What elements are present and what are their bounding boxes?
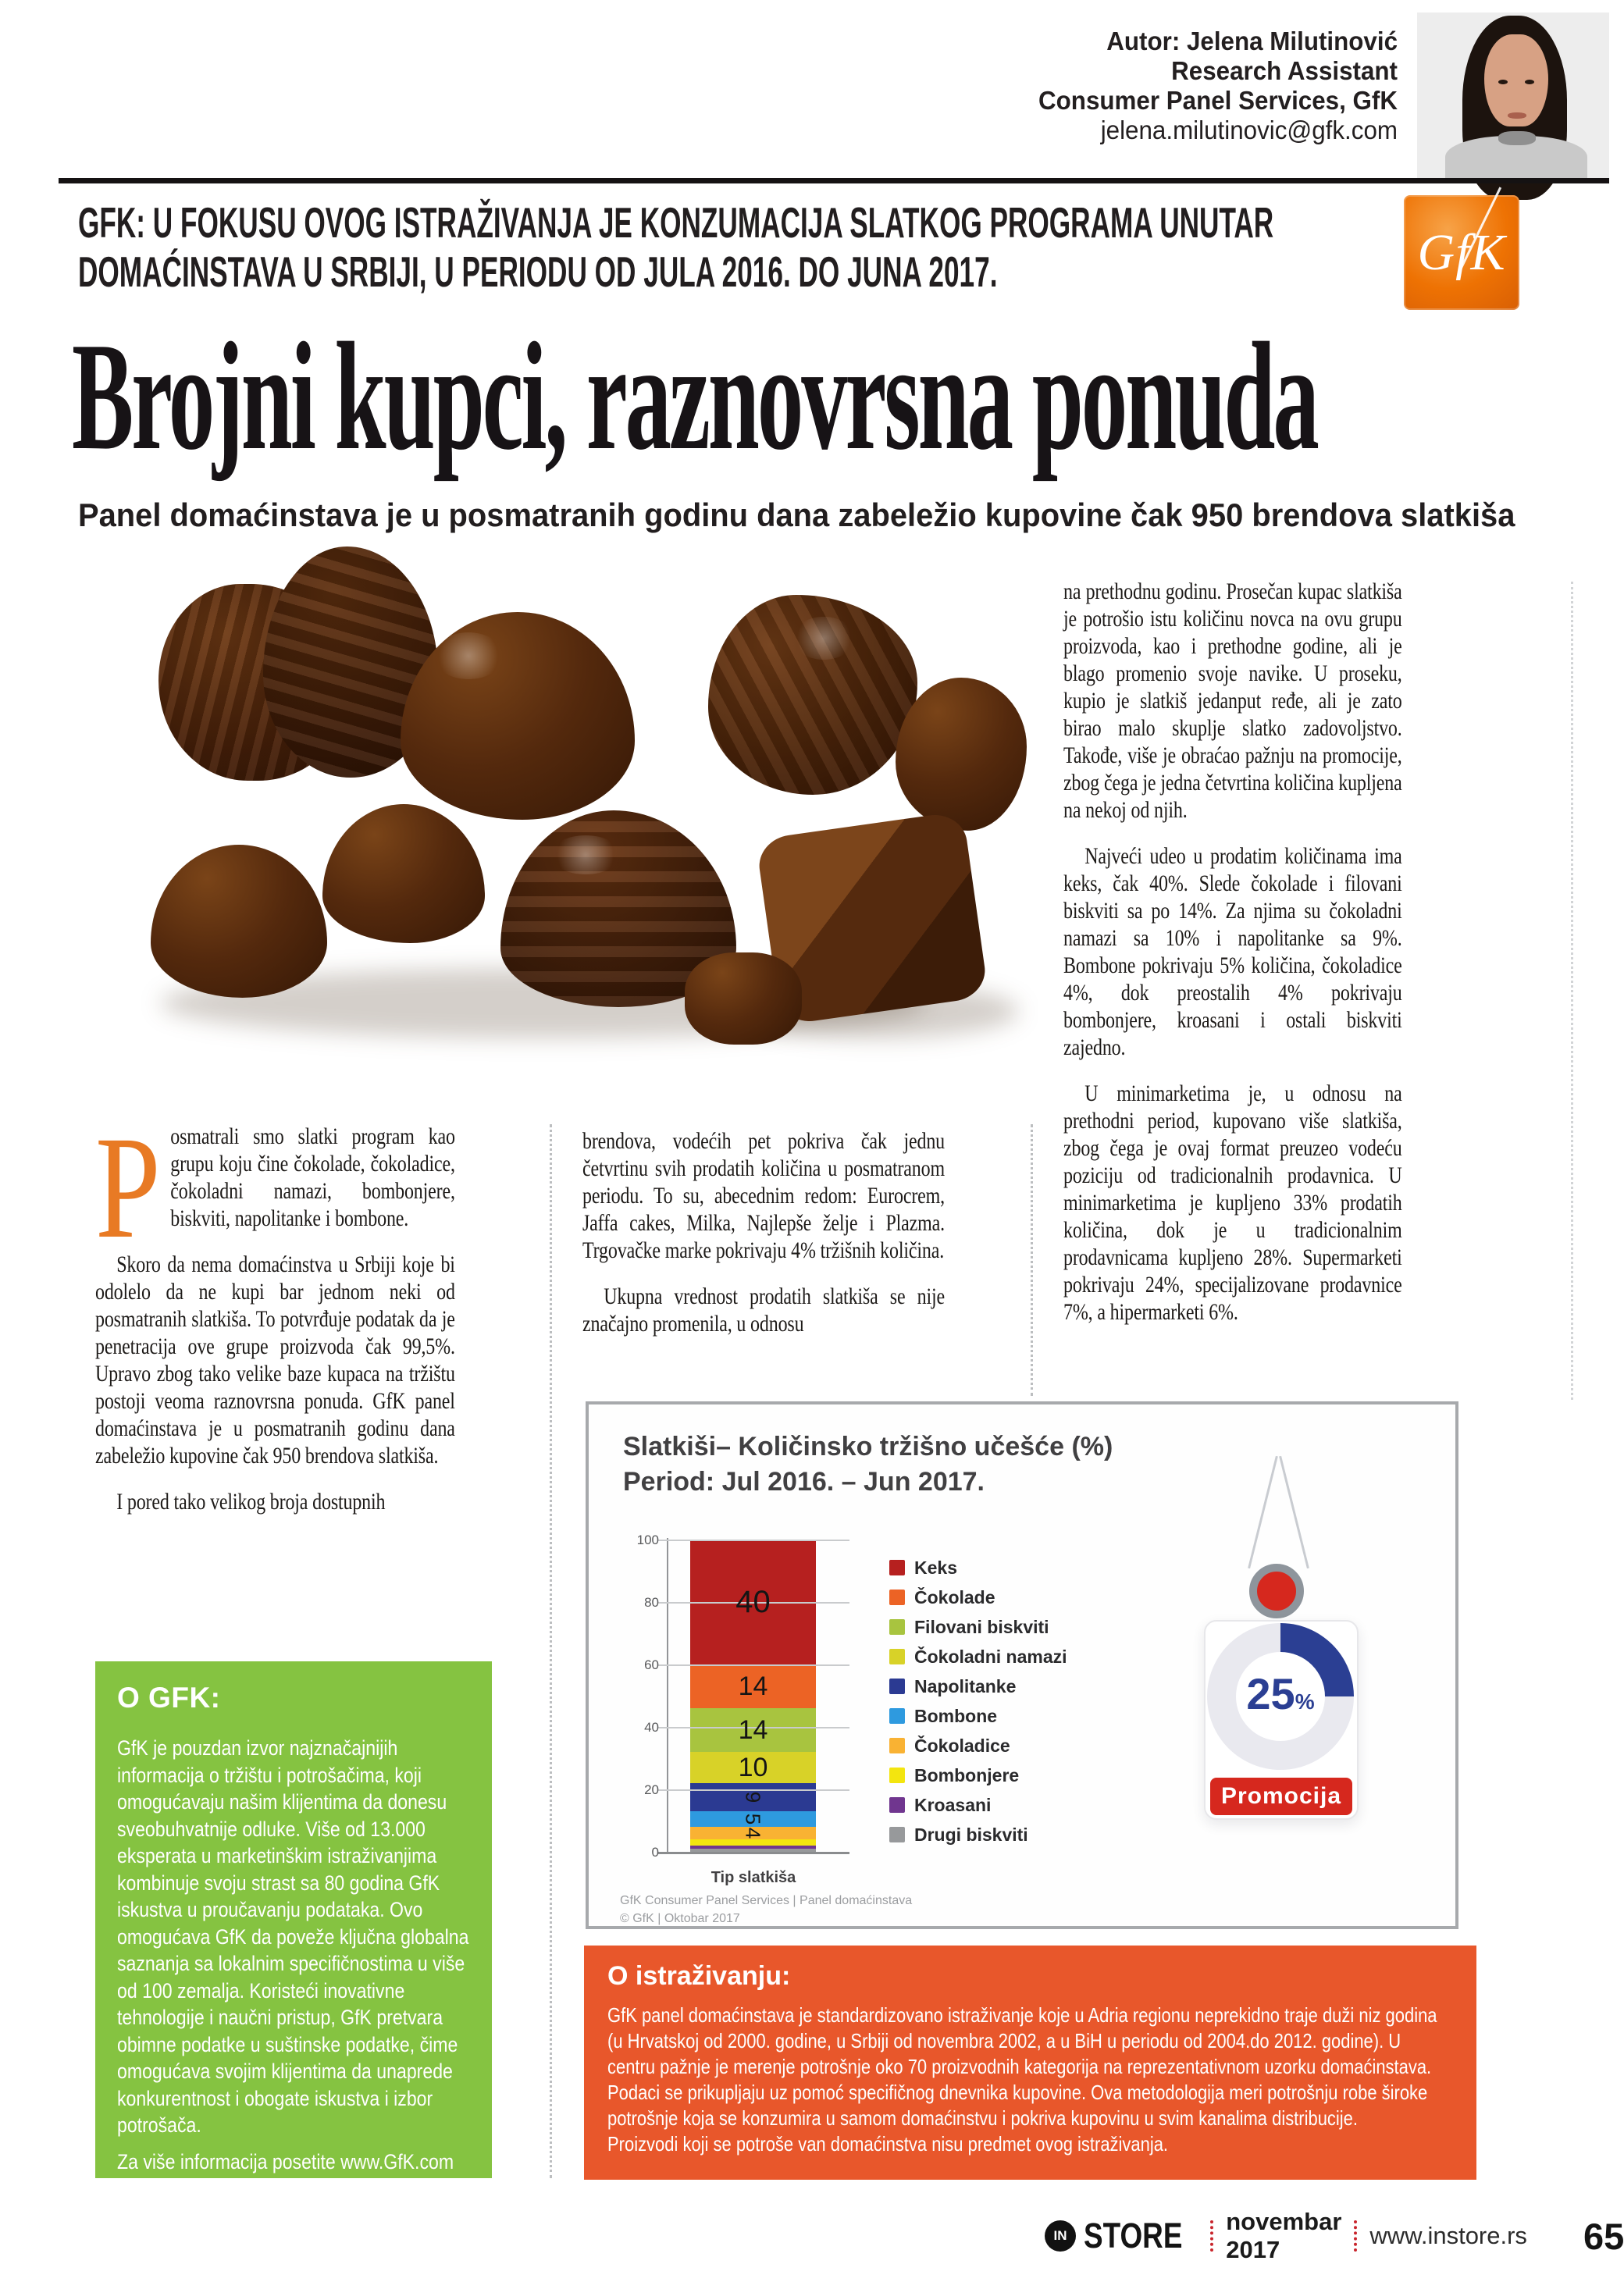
- legend-swatch-icon: [889, 1679, 905, 1694]
- about-gfk-box: [95, 1661, 492, 2227]
- footer-website[interactable]: www.instore.rs: [1369, 2222, 1527, 2249]
- legend-item: [889, 1642, 1067, 1671]
- legend-item: [889, 1671, 1067, 1701]
- legend-label: Čokoladice: [914, 1735, 1010, 1756]
- gfk-logo-text: GfK: [1417, 223, 1506, 281]
- gridline: [657, 1540, 849, 1541]
- body-column-1: [95, 1105, 455, 1515]
- legend-item: [889, 1731, 1067, 1760]
- about-research-body: GfK panel domaćinstava je standardizovano istraživanje koje u Adria regionu neprekidno traje duži niz godina (u Hrvatskoj od 2000. godine, u Srbiji od novembra 2002, a u BiH u periodu od 2004.do 2012. godine). U centru pažnje je merenje potrošnje oko 70 proizvodnih kategorija na reprezentativnom uzorku domaćinstava. Podaci se prikupljaju uz pomoć specifičnog dnevnika kupovine. Ova metodologija meri potrošnju robe široke potrošnje koja se konzumira u samom domaćinstvu i pokriva kupovinu u svim kanalima distribucije.: [607, 2003, 1437, 2130]
- author-email[interactable]: jelena.milutinovic@gfk.com: [1100, 116, 1398, 144]
- page-subtitle: Panel domaćinstava je u posmatranih godinu dana zabeležio kupovine čak 950 brendova slatkiša: [78, 497, 1515, 533]
- legend-label: Filovani biskviti: [914, 1616, 1049, 1637]
- author-name: Autor: Jelena Milutinović: [1106, 27, 1398, 55]
- promo-unit: %: [1295, 1689, 1315, 1714]
- bar-segment-čokolade: [690, 1664, 816, 1708]
- legend-swatch-icon: [889, 1738, 905, 1753]
- chocolate-piece: [896, 678, 1027, 831]
- body-paragraph: I pored tako velikog broja dostupnih: [116, 1489, 386, 1515]
- author-role: Research Assistant: [1171, 56, 1398, 85]
- legend-label: Čokoladni namazi: [914, 1646, 1067, 1667]
- legend-swatch-icon: [889, 1619, 905, 1635]
- bar-segment-čokoladice: [690, 1827, 816, 1839]
- legend-item: [889, 1790, 1067, 1820]
- legend-label: Drugi biskviti: [914, 1824, 1028, 1845]
- gridline: [657, 1852, 849, 1854]
- body-column-3: [1063, 578, 1402, 1326]
- promo-donut-gauge: [1207, 1623, 1354, 1770]
- legend-swatch-icon: [889, 1560, 905, 1575]
- segment-value-label: 14: [738, 1671, 768, 1701]
- body-column-2: [582, 1127, 945, 1337]
- legend-item: [889, 1820, 1067, 1849]
- author-block: [515, 27, 1398, 145]
- segment-value-label: 14: [738, 1715, 768, 1745]
- instore-icon: IN: [1045, 2220, 1076, 2252]
- legend-swatch-icon: [889, 1649, 905, 1664]
- page-footer: [1045, 2208, 1624, 2263]
- kicker-line-2: DOMAĆINSTAVA U SRBIJI, U PERIODU OD JULA 2016. DO JUNA 2017.: [78, 247, 998, 296]
- legend-item: [889, 1701, 1067, 1731]
- drop-cap: P: [95, 1105, 161, 1269]
- column-divider: [1031, 1124, 1033, 1396]
- legend-item: [889, 1553, 1067, 1582]
- gfk-logo: [1404, 195, 1519, 310]
- legend-label: Napolitanke: [914, 1675, 1017, 1696]
- bar-segment-bombonjere: [690, 1839, 816, 1846]
- legend-swatch-icon: [889, 1590, 905, 1605]
- chart-source-line-1: GfK Consumer Panel Services | Panel domaćinstava: [620, 1894, 913, 1907]
- segment-value-label: 4: [741, 1827, 765, 1839]
- body-paragraph: Posmatrali smo slatki program kao grupu koju čine čokolade, čokoladice, čokoladni namazi, bombonjere, biskviti, napolitanke i bombone.: [95, 1105, 455, 1269]
- gridline: [657, 1789, 849, 1791]
- body-paragraph: na prethodnu godinu. Prosečan kupac slatkiša je potrošio istu količinu novca na ovu grupu proizvoda, kao i prethodne godine, ali je blago promenio svoje navike. U proseku, kupio je slatkiš jedanput ređe, ali je zato birao malo skuplje slatko zadovoljstvo. Takođe, više je obraćao pažnju na promocije, zbog čega je jedna četvrtina količina kupljena na nekoj od njih.: [1063, 579, 1402, 823]
- chart-legend: [889, 1553, 1067, 1849]
- chocolate-dome: [401, 612, 635, 820]
- chocolates-photo: [66, 546, 1046, 1105]
- footer-separator: [1354, 2220, 1357, 2252]
- chocolate-dome: [322, 804, 485, 943]
- y-tick-label: 80: [644, 1595, 659, 1610]
- stacked-bar: [690, 1540, 816, 1852]
- header-rule: [59, 178, 1609, 183]
- store-logo-text: STORE: [1084, 2216, 1183, 2255]
- about-research-note: Proizvodi koji se potroše van domaćinstva nisu predmet ovog istraživanja.: [607, 2132, 1169, 2156]
- column-divider: [1571, 582, 1573, 1400]
- chocolate-piece: [685, 952, 802, 1045]
- segment-value-label: 5: [741, 1813, 765, 1825]
- body-paragraph: U minimarketima je, u odnosu na prethodni period, kupovano više slatkiša, zbog čega je ovaj format preuzeo vodeću poziciju od tradicionalnih prodavnica. U minimarketima je kupljeno 33% prodatih količina, dok je u tradicionalnim prodavnicama kupljeno 28%. Supermarketi pokrivaju 24%, specijalizovane prodavnice 7%, a hipermarketi 6%.: [1063, 1080, 1402, 1325]
- legend-label: Bombonjere: [914, 1764, 1020, 1785]
- y-tick-label: 100: [636, 1533, 659, 1547]
- bar-segment-napolitanke: [690, 1783, 816, 1811]
- x-axis-label: Tip slatkiša: [710, 1869, 796, 1886]
- body-paragraph: Skoro da nema domaćinstva u Srbiji koje bi odolelo da ne kupi bar jednom neki od posmatranih slatkiša. To potvrđuje podatak da je penetracija ove grupe proizvoda čak 99,5%. Upravo zbog tako velike baze kupaca na tržištu postoji veoma raznovrsna ponuda. GfK panel domaćinstava je u posmatranih godinu dana zabeležio kupovine čak 950 brendova slatkiša.: [95, 1251, 455, 1469]
- legend-swatch-icon: [889, 1708, 905, 1724]
- author-department: Consumer Panel Services, GfK: [1038, 86, 1398, 115]
- legend-label: Kroasani: [914, 1794, 992, 1815]
- segment-value-label: 10: [738, 1753, 768, 1782]
- footer-separator: [1210, 2220, 1213, 2252]
- chocolate-dome: [151, 845, 327, 998]
- y-tick-label: 20: [644, 1782, 659, 1797]
- legend-label: Bombone: [914, 1705, 998, 1726]
- legend-item: [889, 1612, 1067, 1642]
- chart-panel: [586, 1401, 1458, 1929]
- bar-segment-čokoladni-namazi: [690, 1752, 816, 1783]
- tag-string-icon: [1279, 1456, 1309, 1568]
- promo-label: Promocija: [1210, 1778, 1352, 1815]
- legend-item: [889, 1582, 1067, 1612]
- body-paragraph: Ukupna vrednost prodatih slatkiša se nije značajno promenila, u odnosu: [582, 1283, 945, 1337]
- body-paragraph: brendova, vodećih pet pokriva čak jednu četvrtinu svih prodatih količina u posmatranom periodu. To su, abecednim redom: Eurocrem, Jaffa cakes, Milka, Najlepše želje i Plazma. Trgovačke marke pokrivaju 4% tržišnih količina.: [582, 1128, 945, 1263]
- kicker: [78, 198, 1302, 297]
- author-photo: [1417, 12, 1609, 180]
- footer-issue: novembar 2017: [1226, 2208, 1342, 2263]
- y-tick-label: 60: [644, 1657, 659, 1672]
- page-number: 65: [1583, 2215, 1624, 2257]
- column-divider: [550, 1124, 552, 2178]
- y-tick-label: 0: [651, 1845, 659, 1860]
- about-research-box: [584, 1946, 1476, 2180]
- tag-string-icon: [1248, 1456, 1278, 1568]
- gridline: [657, 1664, 849, 1666]
- segment-value-label: 9: [741, 1791, 765, 1803]
- segment-value-label: 40: [735, 1585, 771, 1619]
- bar-segment-bombone: [690, 1811, 816, 1827]
- about-gfk-heading: O GFK:: [117, 1682, 221, 1714]
- chart-source-line-2: © GfK | Oktobar 2017: [620, 1912, 740, 1925]
- tag-hole-icon: [1249, 1564, 1304, 1618]
- about-gfk-links[interactable]: Za više informacija posetite www.GfK.com ili pratite GfK na Twitter-u: https://twitter.com/GfK_en: [117, 2149, 454, 2227]
- page-title: Brojni kupci, raznovrsna ponuda: [72, 311, 1317, 482]
- legend-swatch-icon: [889, 1827, 905, 1842]
- bar-segment-filovani-biskviti: [690, 1708, 816, 1752]
- legend-swatch-icon: [889, 1768, 905, 1783]
- legend-item: [889, 1760, 1067, 1790]
- about-gfk-body: GfK je pouzdan izvor najznačajnijih informacija o tržištu i potrošačima, koji omogućavaju našim klijentima da donesu sveobuhvatnije odluke. Više od 13.000 eksperata u marketinškim istraživanjima kombinuje svoju strast sa 80 godina GfK iskustva u proučavanju podataka. Ovo omogućava GfK da poveže ključna globalna saznanja sa lokalnim specifičnostima u više od 100 zemalja. Koristeći inovativne tehnologije i naučni pristup, GfK pretvara obimne podatke u suštinske podatke, čime omogućava svojim klijentima da unaprede konkurentnost i obogate iskustva i izbor potrošača.: [117, 1736, 469, 2137]
- y-tick-label: 40: [644, 1720, 659, 1735]
- about-research-heading: O istraživanju:: [607, 1961, 791, 1991]
- legend-label: Keks: [914, 1557, 957, 1578]
- legend-swatch-icon: [889, 1797, 905, 1813]
- kicker-line-1: GFK: U FOKUSU OVOG ISTRAŽIVANJA JE KONZUMACIJA SLATKOG PROGRAMA UNUTAR: [78, 198, 1274, 247]
- y-axis: [667, 1538, 668, 1853]
- promo-value: 25: [1246, 1669, 1295, 1718]
- chart-title: Slatkiši– Količinsko tržišno učešće (%) Period: Jul 2016. – Jun 2017.: [623, 1432, 1113, 1497]
- legend-label: Čokolade: [914, 1586, 995, 1607]
- body-paragraph: Najveći udeo u prodatim količinama ima keks, čak 40%. Slede čokolade i filovani biskviti sa po 14%. Za njima su čokoladni namazi sa 10% i napolitanke sa 9%. Bombone pokrivaju 5% količina, čokoladice 4%, dok preostalih 4% pokrivaju bombonjere, kroasani i ostali biskviti zajedno.: [1063, 843, 1402, 1060]
